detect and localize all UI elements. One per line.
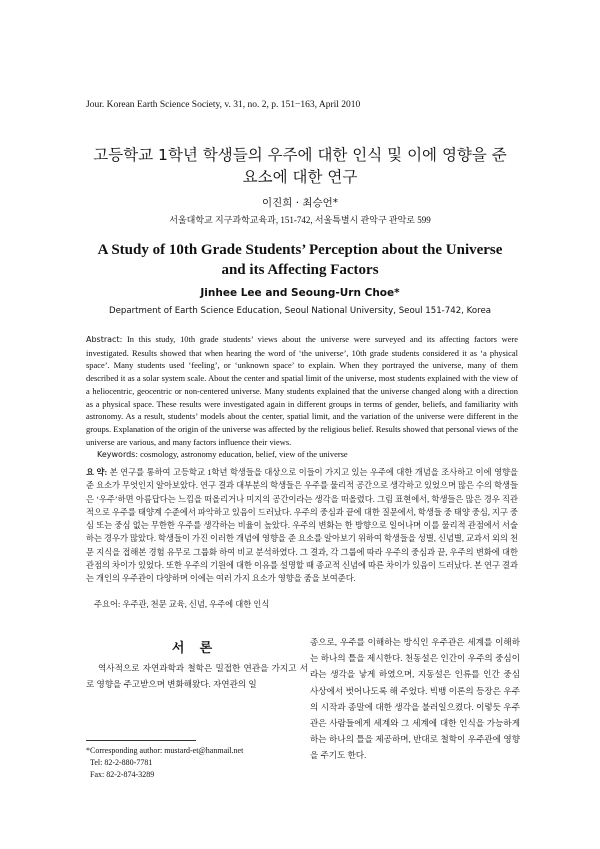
korean-keywords-text: 우주관, 천문 교육, 신념, 우주에 대한 인식: [120, 600, 270, 609]
english-title-line1: A Study of 10th Grade Students’ Perception about the Universe: [97, 242, 503, 258]
footnote-divider: [86, 740, 196, 741]
body-left-column: 역사적으로 자연과학과 철학은 밀접한 연관을 가지고 서로 영향을 주고받으며 변화해왔다. 자연관의 일: [86, 663, 308, 690]
english-authors: Jinhee Lee and Seoung-Urn Choe*: [200, 287, 400, 299]
section-heading-introduction: 서 론: [171, 640, 219, 655]
korean-affiliation: 서울대학교 지구과학교육과, 151-742, 서울특별시 관악구 관악로 599: [169, 215, 431, 225]
journal-citation: Jour. Korean Earth Science Society, v. 31, no. 2, p. 151−163, April 2010: [86, 100, 361, 110]
footnote-tel: Tel: 82-2-880-7781: [90, 758, 153, 767]
korean-keywords: [94, 598, 269, 610]
korean-authors: 이진희 · 최승언*: [261, 197, 339, 209]
korean-title-line2: 요소에 대한 연구: [242, 168, 358, 186]
korean-abstract: [86, 466, 518, 586]
english-affiliation: Department of Earth Science Education, Seoul National University, Seoul 151-742, Korea: [108, 306, 492, 316]
abstract-label: Abstract:: [86, 335, 123, 344]
abstract-text: In this study, 10th grade students’ views about the universe were surveyed and its affecting factors were investigated. Results showed that when hearing the word of ‘the universe’, 10th grade students considered it as ‘a physical space’. Many students used ‘feeling’, or ‘unknown space’ to explain. When they portrayed the universe, many of them described it as a solar system scale. About the center and spatial limit of the universe, most students explained with the view of a heliocentric, geocentric or non-centered universe. Many students explained that the universe changed along with a direction as a physical space. These results were investigated again in different groups in terms of gender, beliefs, and familiarity with astronomy. As a result, students’ models about the center, spatial limit, and the variation of the universe were different in the groups. Explanation of the origin of the universe was affected by the religious belief. Results showed that personal views of the universe are various, and many factors influence their views.: [86, 334, 518, 447]
english-keywords: [97, 449, 348, 459]
korean-abstract-text: 본 연구를 통하여 고등학교 1학년 학생들을 대상으로 이들이 가지고 있는 우주에 대한 개념을 조사하고 이에 영향을 준 요소가 무엇인지 알아보았다. 연구 결과 대부분의 학생들은 우주를 물리적 공간으로 생각하고 있었으며 많은 수의 학생들은 ‘우주’하면 아름답다는 느낌을 떠올리거나 미지의 공간이라는 생각을 떠올렸다. 그림 표현에서, 학생들은 많은 경우 직관적으로 우주를 태양계 수준에서 파악하고 있음이 드러났다. 우주의 중심과 끝에 대한 질문에서, 학생들 중 태양 중심, 지구 중심 또는 중심 없는 무한한 우주를 생각하는 비율이 높았다. 우주의 변화는 한 방향으로 일어나며 이를 물리적 관점에서 서술하는 경우가 많았다. 학생들이 가진 이러한 개념에 영향을 준 요소를 알아보기 위하여 학생들을 성별, 신념별, 교과서 외의 천문 지식을 접해본 경험 유무로 그룹화 하여 비교 분석하였다. 그 결과, 각 그룹에 따라 우주의 중심과 끝, 우주의 변화에 대한 관점의 차이가 있었다. 또한 우주의 기원에 대한 이유를 설명할 때 종교적 신념에 따른 차이가 있음이 드러났다. 본 연구 결과는 개인의 우주관이 다양하며 이에는 여러 가지 요소가 영향을 줌을 보여준다.: [86, 468, 519, 584]
keywords-label: Keywords:: [97, 450, 139, 459]
korean-title-line1: 고등학교 1학년 학생들의 우주에 대한 인식 및 이에 영향을 준: [93, 146, 507, 164]
footnote: [86, 745, 243, 781]
footnote-corresponding-author: *Corresponding author: mustard-et@hanmail.net: [86, 746, 244, 755]
english-title-line2: and its Affecting Factors: [221, 262, 379, 278]
keywords-text: cosmology, astronomy education, belief, view of the universe: [138, 449, 348, 459]
korean-abstract-label: 요 약:: [86, 468, 108, 477]
body-right-column: 종으로, 우주를 이해하는 방식인 우주관은 세계를 이해하는 하나의 틀을 제시한다. 천동설은 인간이 우주의 중심이라는 생각을 낳게 하였으며, 지동설은 인류를 인간 중심 사상에서 벗어나도록 해 주었다. 빅뱅 이론의 등장은 우주의 시작과 종말에 대한 생각을 불러일으켰다. 이렇듯 우주관은 사람들에게 세계와 그 세계에 대한 인식을 가능하게 하는 하나의 틀을 제공하며, 반대로 철학이 우주관에 영향을 주기도 한다.: [310, 637, 520, 761]
abstract: [86, 333, 518, 448]
korean-keywords-label: 주요어:: [94, 600, 121, 609]
footnote-fax: Fax: 82-2-874-3289: [90, 770, 155, 779]
